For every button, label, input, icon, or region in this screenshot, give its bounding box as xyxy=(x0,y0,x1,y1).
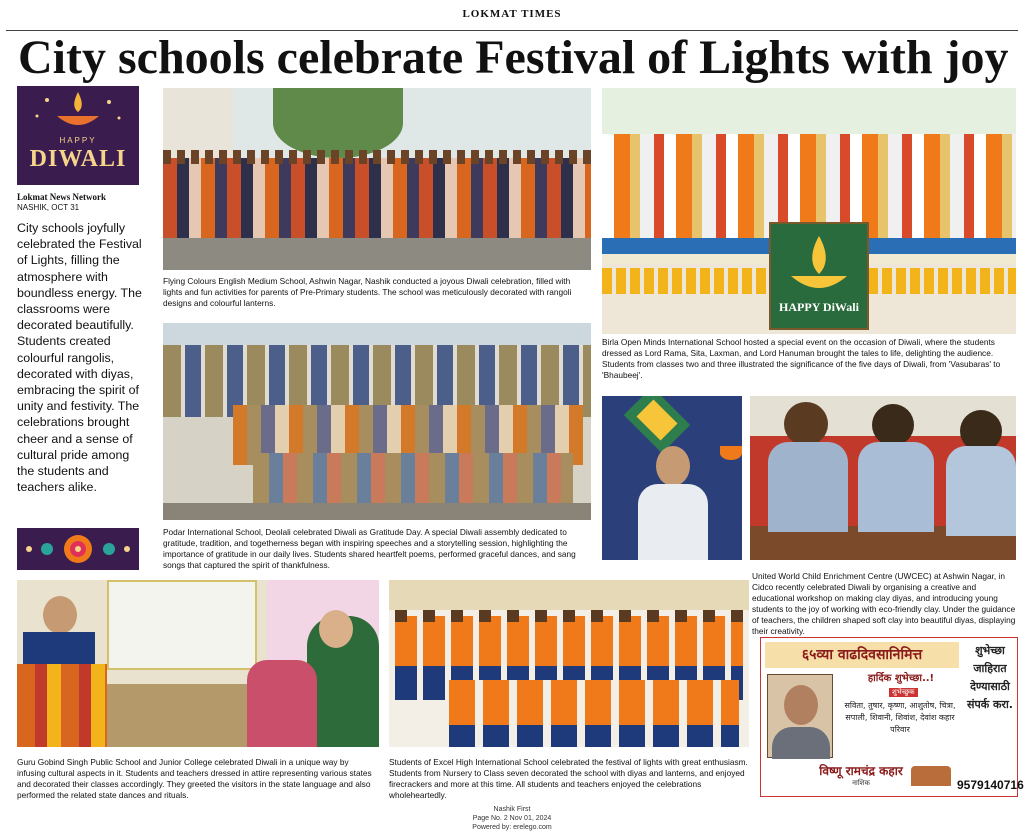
birthday-advertisement xyxy=(760,637,1024,797)
ad-signer: विष्णू रामचंद्र कहार xyxy=(819,764,903,778)
caption-excel-high: Students of Excel High International School celebrated the festival of lights with great enthusiasm. Students from Nursery to Class seven decorated the school with diyas and lanterns, and enjoyed firecrackers and more at this time. All students and teachers enjoyed the celebrations wholeheartedly. xyxy=(389,757,748,800)
caption-flying-colours: Flying Colours English Medium School, Ashwin Nagar, Nashik conducted a joyous Diwali celebration, filled with lights and fun activities for parents of Pre-Primary students. The school was meticulously decorated with rangoli designs and colourful lanterns. xyxy=(163,276,572,308)
ad-place: नाशिक xyxy=(852,779,870,787)
caption-uwcec: United World Child Enrichment Centre (UWCEC) at Ashwin Nagar, in Cidco recently celebrated Diwali by organising a creative and educational workshop on making clay diyas, and introducing young students to the joy of working with eco-friendly clay. Under the guidance of teachers, the children shaped soft clay into beautiful diyas, displaying their creativity. xyxy=(752,571,1016,636)
caption-birla: Birla Open Minds International School hosted a special event on the occasion of Diwali, where the students dressed as Lord Rama, Sita, Laxman, and Lord Hanuman brought the tales to life, delighting the audience. Students from classes two and three illustrated the significance of the five days of Diwali, from 'Vasubaras' to 'Bhaubeej'. xyxy=(602,337,1001,380)
headline: City schools celebrate Festival of Lights with joy xyxy=(18,31,1009,84)
logo-diwali: DIWALI xyxy=(29,146,127,172)
diya-icon xyxy=(771,230,867,300)
diya-icon xyxy=(17,86,139,136)
photo-uwcec-boy xyxy=(602,396,742,560)
intro-paragraph: City schools joyfully celebrated the Festival of Lights, filling the atmosphere with boundless energy. The classrooms were decorated beautifully. Students created colourful rangolis, decorated with diyas, embracing the spirit of unity and festivity. The celebrations brought cheer and a sense of cultural pride among the students and teachers alike. xyxy=(17,221,142,495)
masthead: LOKMAT TIMES xyxy=(462,8,562,20)
logo-happy: HAPPY xyxy=(59,136,97,145)
photo-podar xyxy=(163,323,591,520)
ad-names: सविता, तुषार, कृष्णा, आशुतोष, चित्रा, सपाली, शिवानी, शिवांश, देवांश कहार परिवार xyxy=(844,701,956,734)
byline: Lokmat News Network xyxy=(17,192,106,202)
footer-page: Page No. 2 Nov 01, 2024 xyxy=(472,815,552,822)
dateline: NASHIK, OCT 31 xyxy=(17,203,80,212)
ad-banner: ६५व्या वाढदिवसानिमित्त xyxy=(765,642,959,668)
rangoli-icon xyxy=(17,528,139,570)
happy-diwali-sign-text: HAPPY DiWali xyxy=(779,300,859,314)
ad-contact-text: शुभेच्छा जाहिरात देण्यासाठी संपर्क करा. xyxy=(967,644,1013,711)
ad-portrait xyxy=(767,674,833,758)
footer-powered: Powered by: erelego.com xyxy=(472,824,552,831)
photo-excel-high xyxy=(389,580,749,747)
caption-podar: Podar International School, Deolali celebrated Diwali as Gratitude Day. A special Diwali assembly dedicated to gratitude, tradition, and togetherness began with inspiring speeches and a storytelling session, highlighting the importance of gratitude in our daily lives. Students shared heartfelt poems, performed graceful dances, and sang songs that captured the spirit of thankfulness. xyxy=(163,527,576,570)
ad-shubhechhuk: शुभेच्छुक xyxy=(889,688,918,697)
caption-guru-gobind: Guru Gobind Singh Public School and Junior College celebrated Diwali in a unique way by infusing cultural aspects in it. Students and teachers dressed in attire representing various states and decorated their classes accordingly. They greeted the visitors in the state language and also performed the related state dances and rituals. xyxy=(17,757,372,800)
rangoli-image xyxy=(17,528,139,570)
ad-wish: हार्दिक शुभेच्छा..! xyxy=(867,673,935,684)
ad-phone: 9579140716 xyxy=(957,778,1024,792)
photo-flying-colours xyxy=(163,88,591,270)
photo-birla xyxy=(602,88,1016,334)
photo-uwcec-children xyxy=(750,396,1016,560)
happy-diwali-logo xyxy=(17,86,139,185)
happy-diwali-sign xyxy=(769,222,869,330)
footer-section: Nashik First xyxy=(493,806,531,813)
photo-guru-gobind xyxy=(17,580,379,747)
